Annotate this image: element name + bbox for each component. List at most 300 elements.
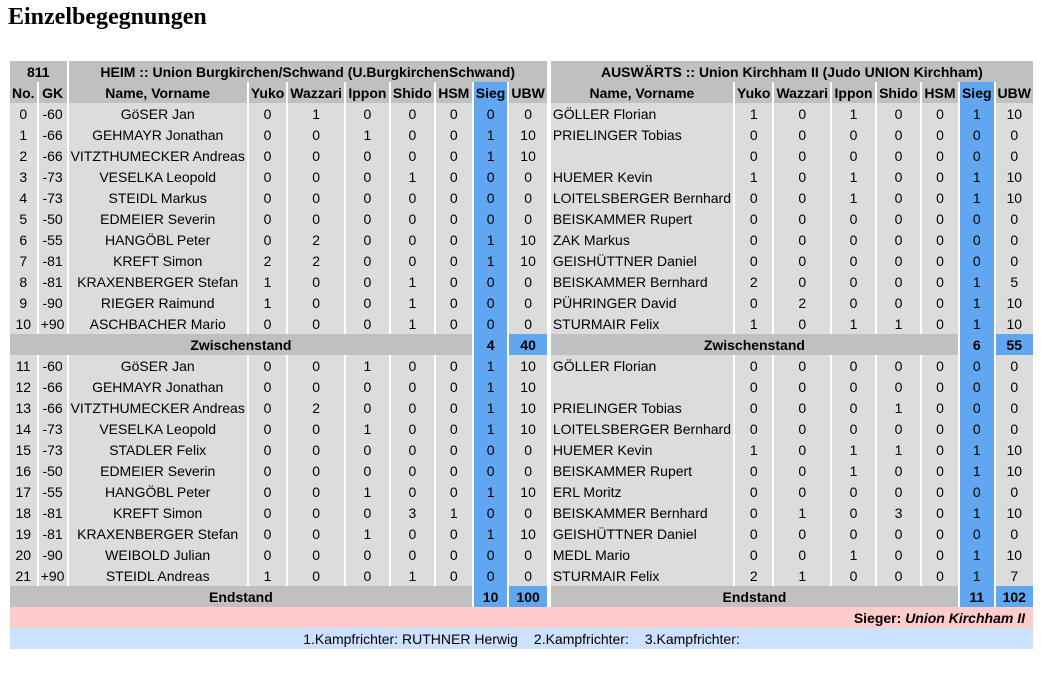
away-yuko: 0 [735,208,772,229]
away-sieg: 1 [960,565,994,586]
referee-1: 1.Kampfrichter: RUTHNER Herwig [303,630,518,647]
home-hsm: 0 [436,229,472,250]
away-ippon: 0 [832,250,875,271]
away-shido: 0 [877,250,920,271]
home-fighter-name: VESELKA Leopold [69,166,247,187]
away-yuko: 0 [735,481,772,502]
away-shido: 0 [877,271,920,292]
home-sieg: 0 [474,544,508,565]
away-fighter-name: GEISHÜTTNER Daniel [551,523,733,544]
away-ippon: 0 [832,523,875,544]
home-ippon: 0 [346,460,389,481]
home-ubw: 0 [509,565,546,586]
home-yuko: 0 [249,229,286,250]
away-wazzari: 0 [774,523,830,544]
home-fighter-name: GEHMAYR Jonathan [69,124,247,145]
home-hsm: 0 [436,124,472,145]
away-shido: 0 [877,208,920,229]
away-wazzari: 0 [774,229,830,250]
away-hsm: 0 [922,397,958,418]
away-ubw: 5 [996,271,1033,292]
weight-class: -55 [39,229,67,250]
home-yuko: 0 [249,397,286,418]
col-away-name: Name, Vorname [551,82,733,103]
bout-number: 17 [10,481,37,502]
away-wazzari: 0 [774,208,830,229]
bout-number: 9 [10,292,37,313]
away-wazzari: 0 [774,460,830,481]
home-sieg: 0 [474,166,508,187]
away-ippon: 1 [832,103,875,124]
away-sieg: 0 [960,418,994,439]
home-wazzari: 0 [288,292,344,313]
home-hsm: 0 [436,439,472,460]
home-fighter-name: KRAXENBERGER Stefan [69,271,247,292]
weight-class: -73 [39,166,67,187]
away-sieg: 0 [960,481,994,502]
home-total-sieg: 10 [474,586,508,607]
bout-number: 6 [10,229,37,250]
home-hsm: 0 [436,355,472,376]
winner-team: Union Kirchham II [905,609,1025,626]
home-fighter-name: RIEGER Raimund [69,292,247,313]
away-ubw: 10 [996,439,1033,460]
home-sieg: 1 [474,145,508,166]
away-yuko: 2 [735,565,772,586]
results-table [8,61,1035,649]
home-ippon: 1 [346,355,389,376]
home-sieg: 1 [474,376,508,397]
home-ippon: 0 [346,292,389,313]
away-sieg: 0 [960,250,994,271]
weight-class: -90 [39,292,67,313]
col-home-ubw: UBW [509,82,546,103]
col-away-wazzari: Wazzari [774,82,830,103]
bout-number: 15 [10,439,37,460]
away-ippon: 0 [832,376,875,397]
zwischenstand-row [10,334,1033,355]
away-sieg: 1 [960,187,994,208]
away-hsm: 0 [922,460,958,481]
home-shido: 0 [391,376,434,397]
endstand-row [10,586,1033,607]
home-ippon: 0 [346,376,389,397]
away-yuko: 0 [735,229,772,250]
away-yuko: 1 [735,103,772,124]
bout-number: 10 [10,313,37,334]
away-shido: 0 [877,166,920,187]
away-shido: 0 [877,124,920,145]
away-fighter-name: STURMAIR Felix [551,565,733,586]
away-wazzari: 0 [774,124,830,145]
away-sieg: 0 [960,208,994,229]
away-yuko: 0 [735,523,772,544]
home-sieg: 0 [474,460,508,481]
bout-number: 2 [10,145,37,166]
home-ippon: 0 [346,313,389,334]
bout-row [10,565,1033,586]
home-ubw: 0 [509,439,546,460]
away-ippon: 0 [832,565,875,586]
home-wazzari: 0 [288,502,344,523]
home-ubw: 0 [509,103,546,124]
home-hsm: 0 [436,481,472,502]
home-yuko: 0 [249,376,286,397]
bout-number: 0 [10,103,37,124]
home-ippon: 0 [346,397,389,418]
home-sieg: 1 [474,418,508,439]
away-hsm: 0 [922,355,958,376]
home-sieg: 0 [474,502,508,523]
home-yuko: 0 [249,145,286,166]
away-sieg: 0 [960,376,994,397]
home-ippon: 0 [346,250,389,271]
away-ubw: 0 [996,229,1033,250]
away-wazzari: 0 [774,145,830,166]
home-fighter-name: KRAXENBERGER Stefan [69,523,247,544]
home-ubw: 0 [509,544,546,565]
away-shido: 0 [877,523,920,544]
home-shido: 0 [391,208,434,229]
home-fighter-name: GöSER Jan [69,355,247,376]
home-yuko: 0 [249,460,286,481]
home-hsm: 0 [436,418,472,439]
away-ubw: 10 [996,460,1033,481]
home-sieg: 1 [474,523,508,544]
away-sieg: 0 [960,229,994,250]
home-yuko: 0 [249,502,286,523]
away-wazzari: 0 [774,439,830,460]
home-yuko: 0 [249,355,286,376]
away-yuko: 0 [735,124,772,145]
away-wazzari: 0 [774,271,830,292]
bout-row [10,397,1033,418]
home-ippon: 0 [346,103,389,124]
match-number: 811 [10,61,67,82]
bout-row [10,418,1033,439]
home-ubw: 10 [509,523,546,544]
bout-number: 14 [10,418,37,439]
away-shido: 0 [877,481,920,502]
away-sieg: 1 [960,313,994,334]
away-sieg: 1 [960,502,994,523]
home-shido: 0 [391,481,434,502]
home-yuko: 0 [249,313,286,334]
away-fighter-name [551,376,733,397]
home-yuko: 0 [249,544,286,565]
away-shido: 0 [877,187,920,208]
bout-row [10,145,1033,166]
weight-class: -73 [39,418,67,439]
home-hsm: 0 [436,292,472,313]
weight-class: -90 [39,544,67,565]
away-ubw: 10 [996,103,1033,124]
away-yuko: 0 [735,250,772,271]
home-fighter-name: WEIBOLD Julian [69,544,247,565]
home-yuko: 1 [249,271,286,292]
home-fighter-name: KREFT Simon [69,502,247,523]
home-fighter-name: KREFT Simon [69,250,247,271]
home-sieg: 0 [474,292,508,313]
away-shido: 0 [877,355,920,376]
home-hsm: 0 [436,208,472,229]
away-ubw: 0 [996,355,1033,376]
away-yuko: 0 [735,397,772,418]
home-ubw: 10 [509,397,546,418]
away-hsm: 0 [922,481,958,502]
home-yuko: 0 [249,439,286,460]
weight-class: -73 [39,439,67,460]
away-hsm: 0 [922,523,958,544]
bout-number: 18 [10,502,37,523]
away-sieg: 1 [960,439,994,460]
bout-row [10,355,1033,376]
home-fighter-name: HANGÖBL Peter [69,229,247,250]
bout-row [10,523,1033,544]
away-total-label: Endstand [551,586,958,607]
away-hsm: 0 [922,292,958,313]
col-home-hsm: HSM [436,82,472,103]
home-wazzari: 0 [288,355,344,376]
away-yuko: 1 [735,166,772,187]
home-sieg: 1 [474,397,508,418]
away-hsm: 0 [922,250,958,271]
away-fighter-name: ZAK Markus [551,229,733,250]
col-away-yuko: Yuko [735,82,772,103]
away-ubw: 0 [996,523,1033,544]
away-fighter-name [551,145,733,166]
away-ubw: 0 [996,250,1033,271]
away-fighter-name: LOITELSBERGER Bernhard [551,418,733,439]
home-shido: 1 [391,292,434,313]
bout-row [10,460,1033,481]
home-hsm: 0 [436,460,472,481]
away-hsm: 0 [922,166,958,187]
away-fighter-name: GÖLLER Florian [551,355,733,376]
bout-row [10,544,1033,565]
home-ubw: 10 [509,145,546,166]
col-away-sieg: Sieg [960,82,994,103]
home-yuko: 2 [249,250,286,271]
away-ippon: 0 [832,271,875,292]
away-shido: 1 [877,397,920,418]
away-yuko: 0 [735,460,772,481]
col-away-shido: Shido [877,82,920,103]
home-fighter-name: VESELKA Leopold [69,418,247,439]
home-wazzari: 0 [288,544,344,565]
home-ubw: 0 [509,460,546,481]
away-shido: 0 [877,103,920,124]
home-ippon: 0 [346,187,389,208]
away-hsm: 0 [922,565,958,586]
home-shido: 0 [391,229,434,250]
bout-number: 16 [10,460,37,481]
away-wazzari: 0 [774,418,830,439]
away-ubw: 10 [996,292,1033,313]
bout-row [10,229,1033,250]
away-fighter-name: BEISKAMMER Bernhard [551,502,733,523]
col-away-ippon: Ippon [832,82,875,103]
home-shido: 1 [391,271,434,292]
home-wazzari: 0 [288,376,344,397]
away-wazzari: 0 [774,355,830,376]
weight-class: +90 [39,313,67,334]
team-header-row [10,61,1033,82]
home-shido: 0 [391,355,434,376]
away-total-label: Zwischenstand [551,334,958,355]
home-ippon: 0 [346,166,389,187]
home-hsm: 0 [436,523,472,544]
bout-number: 5 [10,208,37,229]
home-ippon: 0 [346,145,389,166]
away-ippon: 1 [832,187,875,208]
away-sieg: 1 [960,460,994,481]
away-total-sieg: 6 [960,334,994,355]
away-shido: 0 [877,145,920,166]
home-total-ubw: 100 [509,586,546,607]
home-wazzari: 0 [288,565,344,586]
home-shido: 0 [391,250,434,271]
home-ubw: 0 [509,271,546,292]
away-ippon: 0 [832,145,875,166]
away-hsm: 0 [922,376,958,397]
away-ubw: 10 [996,502,1033,523]
away-yuko: 2 [735,271,772,292]
home-ippon: 0 [346,544,389,565]
home-sieg: 0 [474,271,508,292]
away-sieg: 0 [960,145,994,166]
away-shido: 0 [877,565,920,586]
home-wazzari: 0 [288,523,344,544]
home-hsm: 0 [436,544,472,565]
away-ubw: 10 [996,313,1033,334]
home-ubw: 0 [509,292,546,313]
home-sieg: 1 [474,250,508,271]
away-wazzari: 0 [774,187,830,208]
winner-label: Sieger: [853,609,902,626]
home-ubw: 10 [509,229,546,250]
bout-row [10,103,1033,124]
weight-class: -81 [39,523,67,544]
home-ubw: 10 [509,481,546,502]
home-hsm: 0 [436,313,472,334]
away-sieg: 0 [960,355,994,376]
away-ubw: 0 [996,418,1033,439]
away-shido: 3 [877,502,920,523]
away-wazzari: 0 [774,250,830,271]
home-yuko: 0 [249,523,286,544]
home-ubw: 0 [509,502,546,523]
home-sieg: 0 [474,313,508,334]
home-ubw: 10 [509,250,546,271]
away-ippon: 0 [832,355,875,376]
away-ippon: 0 [832,124,875,145]
away-hsm: 0 [922,544,958,565]
away-wazzari: 1 [774,565,830,586]
bout-row [10,208,1033,229]
home-fighter-name: EDMEIER Severin [69,460,247,481]
away-hsm: 0 [922,187,958,208]
weight-class: -60 [39,103,67,124]
weight-class: +90 [39,565,67,586]
away-ubw: 0 [996,376,1033,397]
home-wazzari: 0 [288,460,344,481]
bout-row [10,292,1033,313]
home-sieg: 1 [474,355,508,376]
home-wazzari: 0 [288,439,344,460]
winner-cell [10,607,1033,628]
home-total-label: Zwischenstand [10,334,472,355]
away-shido: 1 [877,313,920,334]
away-wazzari: 0 [774,544,830,565]
home-ippon: 1 [346,124,389,145]
away-ubw: 0 [996,124,1033,145]
home-hsm: 0 [436,166,472,187]
col-gk: GK [39,82,67,103]
home-hsm: 0 [436,271,472,292]
home-wazzari: 0 [288,187,344,208]
home-wazzari: 0 [288,271,344,292]
weight-class: -81 [39,271,67,292]
away-ippon: 0 [832,418,875,439]
away-fighter-name: PÜHRINGER David [551,292,733,313]
home-hsm: 0 [436,250,472,271]
home-total-ubw: 40 [509,334,546,355]
home-ippon: 0 [346,565,389,586]
home-fighter-name: EDMEIER Severin [69,208,247,229]
away-ippon: 1 [832,439,875,460]
home-shido: 0 [391,418,434,439]
away-fighter-name: HUEMER Kevin [551,166,733,187]
home-yuko: 1 [249,292,286,313]
col-home-ippon: Ippon [346,82,389,103]
bout-number: 13 [10,397,37,418]
home-shido: 0 [391,124,434,145]
away-shido: 0 [877,460,920,481]
away-yuko: 0 [735,418,772,439]
home-ippon: 0 [346,271,389,292]
home-wazzari: 0 [288,208,344,229]
col-home-sieg: Sieg [474,82,508,103]
home-wazzari: 0 [288,166,344,187]
away-shido: 1 [877,439,920,460]
home-yuko: 0 [249,124,286,145]
weight-class: -55 [39,481,67,502]
bout-number: 4 [10,187,37,208]
away-fighter-name: BEISKAMMER Bernhard [551,271,733,292]
home-shido: 1 [391,313,434,334]
away-shido: 0 [877,376,920,397]
bout-number: 8 [10,271,37,292]
bout-number: 11 [10,355,37,376]
home-ubw: 0 [509,313,546,334]
away-fighter-name: HUEMER Kevin [551,439,733,460]
home-shido: 0 [391,460,434,481]
away-fighter-name: PRIELINGER Tobias [551,397,733,418]
home-wazzari: 2 [288,250,344,271]
away-ippon: 0 [832,208,875,229]
away-ippon: 0 [832,397,875,418]
bout-row [10,313,1033,334]
home-fighter-name: GöSER Jan [69,103,247,124]
home-fighter-name: GEHMAYR Jonathan [69,376,247,397]
home-shido: 0 [391,523,434,544]
home-yuko: 0 [249,481,286,502]
away-yuko: 0 [735,544,772,565]
away-hsm: 0 [922,418,958,439]
col-home-name: Name, Vorname [69,82,247,103]
away-fighter-name: ERL Moritz [551,481,733,502]
